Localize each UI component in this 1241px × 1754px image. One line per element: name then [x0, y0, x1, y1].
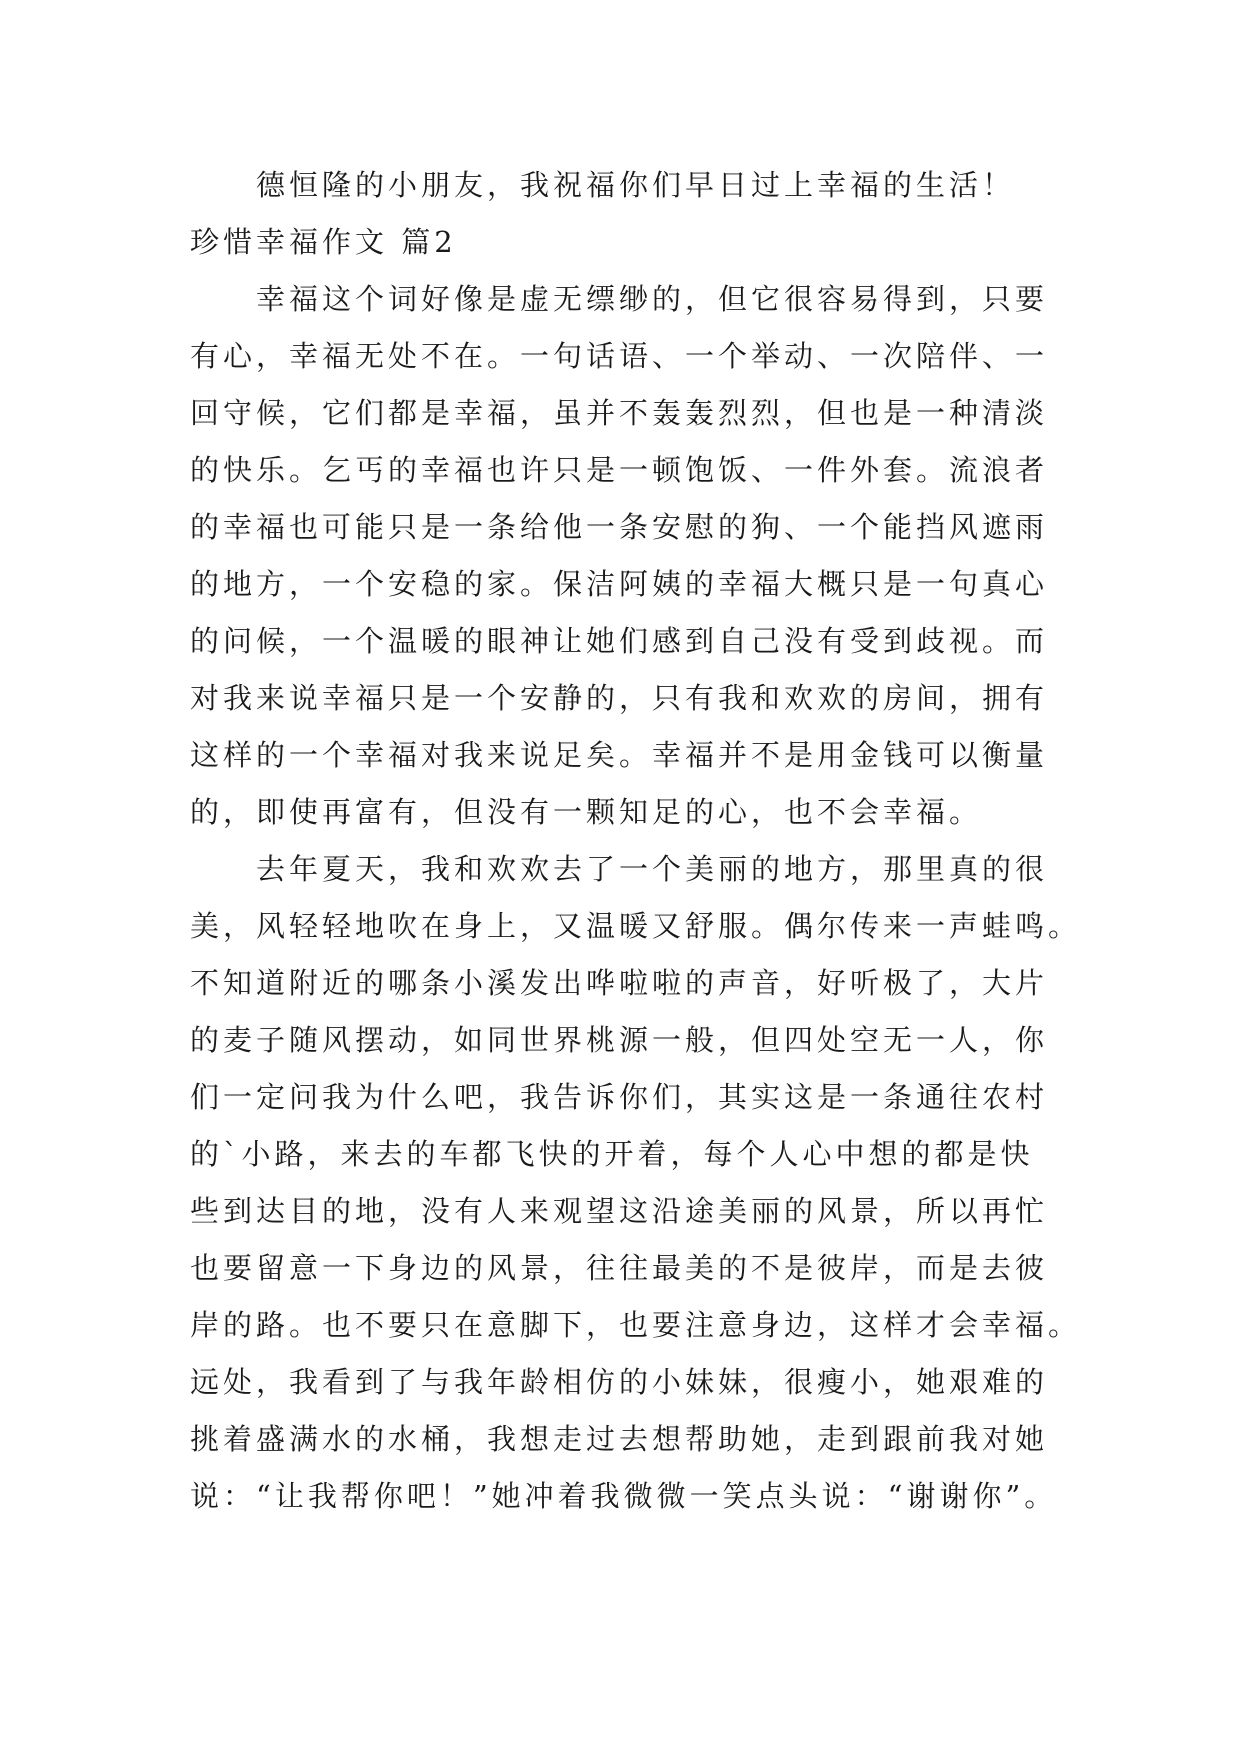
text-line: 岸的路。也不要只在意脚下，也要注意身边，这样才会幸福。	[190, 1308, 1082, 1342]
document-body	[190, 157, 1150, 1525]
text-line: 的地方，一个安稳的家。保洁阿姨的幸福大概只是一句真心	[190, 567, 1049, 601]
text-line: 挑着盛满水的水桶，我想走过去想帮助她，走到跟前我对她	[190, 1422, 1049, 1456]
text-line: 回守候，它们都是幸福，虽并不轰轰烈烈，但也是一种清淡	[190, 396, 1049, 430]
paragraph-1	[190, 271, 1150, 841]
text-line: 美，风轻轻地吹在身上，又温暖又舒服。偶尔传来一声蛙鸣。	[190, 909, 1082, 943]
text-line: 对我来说幸福只是一个安静的，只有我和欢欢的房间，拥有	[190, 681, 1049, 715]
text-line: 这样的一个幸福对我来说足矣。幸福并不是用金钱可以衡量	[190, 738, 1049, 772]
text-line: 有心，幸福无处不在。一句话语、一个举动、一次陪伴、一	[190, 339, 1049, 373]
text-line: 远处，我看到了与我年龄相仿的小妹妹，很瘦小，她艰难的	[190, 1365, 1049, 1399]
text-line: 的幸福也可能只是一条给他一条安慰的狗、一个能挡风遮雨	[190, 510, 1049, 544]
text-line: 些到达目的地，没有人来观望这沿途美丽的风景，所以再忙	[190, 1194, 1049, 1228]
text-line: 们一定问我为什么吧，我告诉你们，其实这是一条通往农村	[190, 1080, 1049, 1114]
text-line: 幸福这个词好像是虚无缥缈的，但它很容易得到，只要	[256, 282, 1049, 316]
text-line: 去年夏天，我和欢欢去了一个美丽的地方，那里真的很	[256, 852, 1049, 886]
text-line: 的麦子随风摆动，如同世界桃源一般，但四处空无一人，你	[190, 1023, 1049, 1057]
text-line: 的`小路，来去的车都飞快的开着，每个人心中想的都是快	[190, 1137, 1034, 1171]
text-line: 的，即使再富有，但没有一颗知足的心，也不会幸福。	[190, 795, 983, 829]
essay-heading: 珍惜幸福作文 篇2	[190, 225, 457, 259]
text-line: 不知道附近的哪条小溪发出哗啦啦的声音，好听极了，大片	[190, 966, 1049, 1000]
text-line: 也要留意一下身边的风景，往往最美的不是彼岸，而是去彼	[190, 1251, 1049, 1285]
text-line: 说：“让我帮你吧！”她冲着我微微一笑点头说：“谢谢你”。	[190, 1479, 1058, 1513]
paragraph-2	[190, 841, 1150, 1525]
text-line: 的问候，一个温暖的眼神让她们感到自己没有受到歧视。而	[190, 624, 1049, 658]
closing-line: 德恒隆的小朋友，我祝福你们早日过上幸福的生活！	[256, 168, 1016, 202]
text-line: 的快乐。乞丐的幸福也许只是一顿饱饭、一件外套。流浪者	[190, 453, 1049, 487]
